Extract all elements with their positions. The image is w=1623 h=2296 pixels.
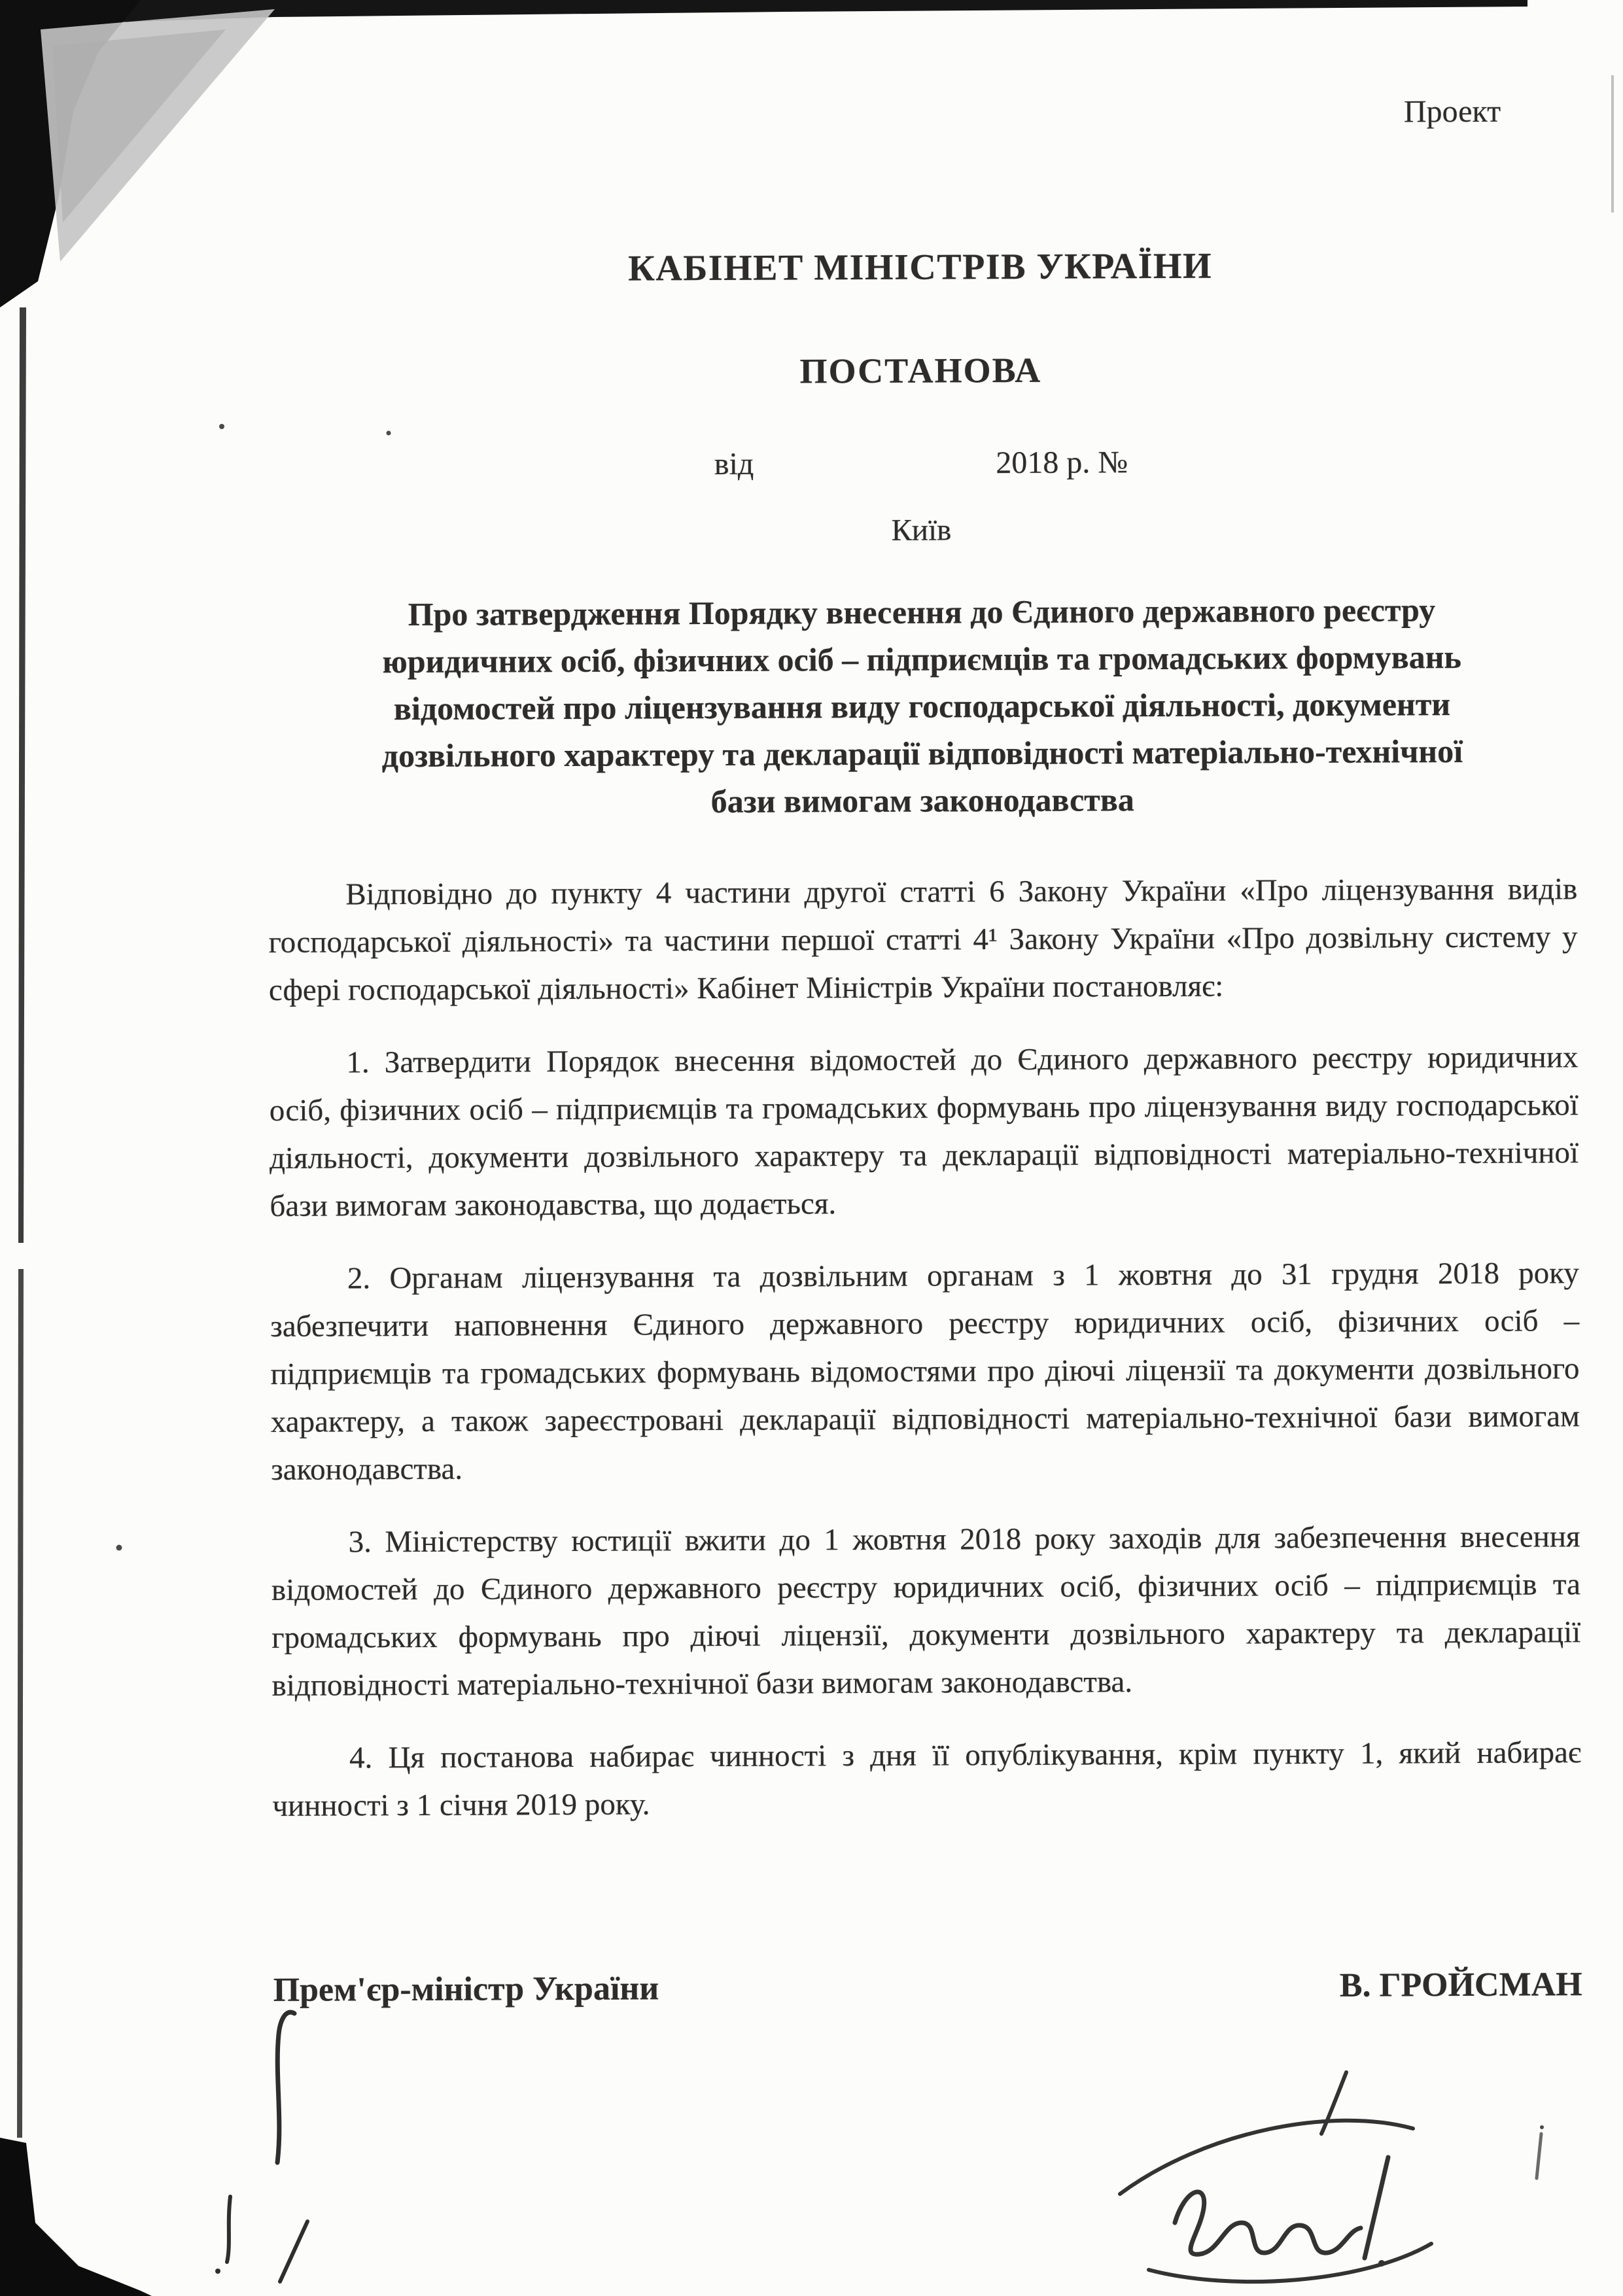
signature-row [273, 1965, 1582, 2009]
paragraph-3: 3. Міністерству юстиції вжити до 1 жовтня 2018 року заходів для забезпечення внесення відомостей до Єдиного державного реєстру юридичних осіб, фізичних осіб – підприємців та громадських формувань про діючі ліцензії, документи дозвільного характеру та декларації відповідності матеріально-технічної бази вимогам законодавства. [271, 1519, 1581, 1703]
scan-edge-left-lower [17, 1269, 24, 2138]
date-value: 2018 р. № [996, 444, 1128, 480]
document-title [267, 585, 1577, 827]
organization-name: КАБІНЕТ МІНІСТРІВ УКРАЇНИ [628, 245, 1213, 289]
title-line: дозвільного характеру та декларації відповідності матеріально-технічної [381, 732, 1463, 774]
paragraph-2: 2. Органам ліцензування та дозвільним органам з 1 жовтня до 31 грудня 2018 року забезпечити наповнення Єдиного державного реєстру юридичних осіб, фізичних осіб – підприємців та громадських формувань відомостями про діючі ліцензії та документи дозвільного характеру, а також зареєстровані декларації відповідності матеріально-технічної бази вимогам законодавства. [270, 1255, 1580, 1487]
city-label: Київ [891, 513, 952, 548]
scan-corner-fold-shade [52, 29, 226, 222]
document-body [265, 92, 1582, 2009]
title-line: юридичних осіб, фізичних осіб – підприємців та громадських формувань [382, 638, 1462, 680]
document-type: ПОСТАНОВА [799, 350, 1042, 391]
title-line: бази вимогам законодавства [710, 780, 1134, 820]
paragraph-1: 1. Затвердити Порядок внесення відомостей до Єдиного державного реєстру юридичних осіб, фізичних осіб – підприємців та громадських формувань про ліцензування виду господарської діяльності, документи дозвільного характеру та декларації відповідності матеріально-технічної бази вимогам законодавства, що додається. [269, 1039, 1579, 1223]
signature-scribble [1120, 2072, 1431, 2282]
date-line [266, 442, 1575, 485]
date-prefix: від [714, 446, 754, 481]
scan-edge-left [18, 307, 26, 1243]
scan-corner-top-left [0, 0, 141, 307]
paragraph-4: 4. Ця постанова набирає чинності з дня її опублікування, крім пункту 1, який набирає чинності з 1 січня 2019 року. [272, 1735, 1582, 1823]
scan-edge-top [0, 0, 1527, 26]
date-blank [754, 473, 996, 474]
signer-name: В. ГРОЙСМАН [1339, 1965, 1582, 2004]
title-line: відомостей про ліцензування виду господарської діяльності, документи [393, 685, 1451, 727]
signer-position: Прем'єр-міністр України [273, 1969, 659, 2009]
scan-corner-fold [41, 9, 275, 262]
scan-edge-right [1611, 75, 1614, 213]
pen-tick-right [1537, 2134, 1541, 2178]
title-line: Про затвердження Порядку внесення до Єдиного державного реєстру [408, 591, 1436, 633]
preamble-paragraph: Відповідно до пункту 4 частини другої статті 6 Закону України «Про ліцензування видів господарської діяльності» та частини першої статті 4¹ Закону України «Про дозвільну систему у сфері господарської діяльності» Кабінет Міністрів України постановляє: [268, 871, 1578, 1007]
scan-corner-bottom-left [0, 2138, 152, 2296]
draft-label: Проект [1403, 94, 1501, 130]
pen-marks [215, 2012, 307, 2282]
